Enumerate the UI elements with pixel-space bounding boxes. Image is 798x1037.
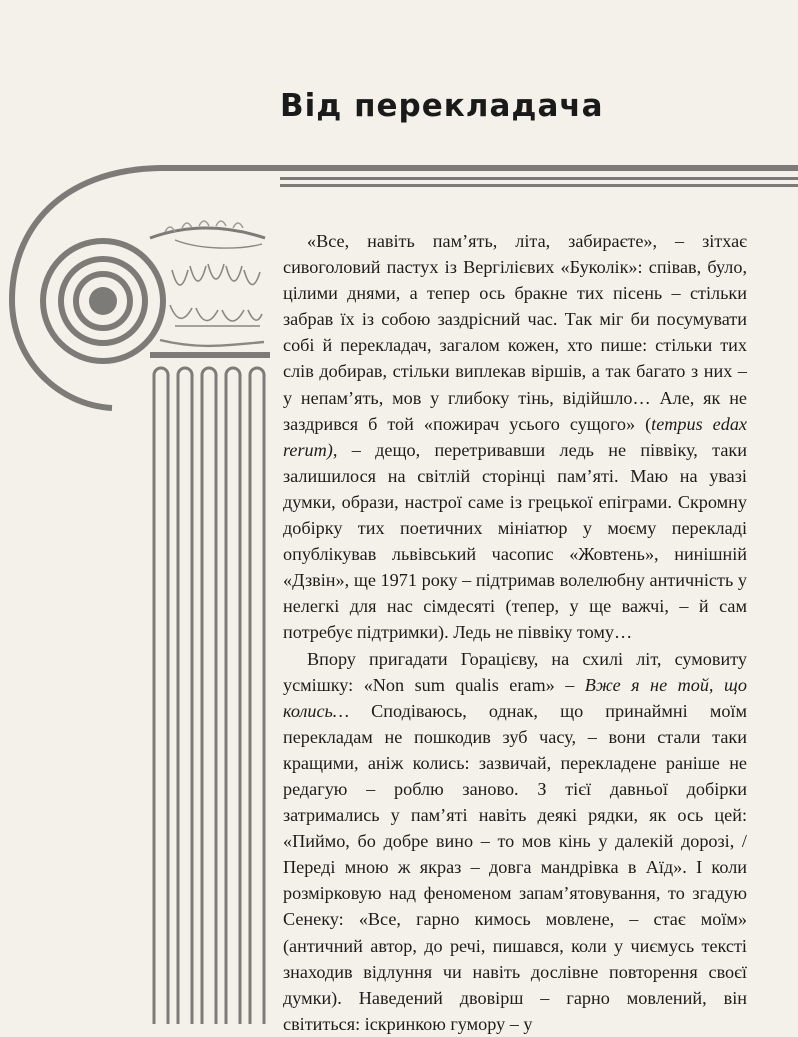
page-title: Від перекладача — [280, 88, 604, 124]
column-necking — [150, 352, 270, 358]
body-text — [283, 228, 747, 1037]
text-run: «Все, навіть пам’ять, літа, забираєте», – зітхає сивоголовий пастух із Вергілієвих «Буколік»: співав, було, цілими днями, а тепер ось бракне тих пісень – стільки забрав їх із собою заздрісний час. Так міг би посумувати собі й перекладач, загалом кожен, хто пише: стільки тих слів добирав, стільки виплекав віршів, а так багато з них – у непам’ять, мов у глибоку тінь, відійшло… Але, як не заздрився б той «пожирач усього сущого» ( — [283, 231, 747, 434]
volute-eye — [89, 287, 117, 315]
volute-outer-scroll — [12, 168, 160, 408]
paragraph — [283, 228, 747, 646]
column-shaft-flutes — [154, 368, 264, 1024]
italic-text: Вже я не той, що колись… — [283, 674, 747, 721]
entablature-rules — [160, 165, 798, 187]
paragraph — [283, 646, 747, 1037]
egg-and-dart-band — [160, 264, 264, 346]
text-run: Сподіваюсь, однак, що принаймні моїм перекладам не пошкодив зуб часу, – вони стали таки кращими, аніж колись: зазвичай, перекладене раніше не редагую – роблю заново. З тієї давньої добірки затримались у пам’яті навіть деякі рядки, як ось цей: «Пиймо, бо добре вино – то мов кінь у далекій дорозі, / Переді мною ж якраз – довга мандрівка в Аїд». І коли розмірковую над феноменом запам’ятовування, то згадую Сенеку: «Все, гарно кимось мовлене, – стає моїм» (античний автор, до речі, пишався, коли у чиємусь тексті знаходив відлуння чи навіть дослівне повторення своєї думки). Наведений двовірш – гарно мовлений, він світиться: іскринкою гумору – у — [283, 700, 747, 1034]
text-run: Впору пригадати Горацієву, на схилі літ, сумовиту усмішку: «Non sum qualis eram» – — [283, 648, 747, 695]
text-run: , – дещо, перетривавши ледь не піввіку, таки залишилося на світлій сторінці пам’яті. Маю на увазі думки, образи, настрої саме із грецької епіграми. Скромну добірку тих поетичних мініатюр у моєму перекладі опублікував львівський часопис «Жовтень», нинішній «Дзвін», ще 1971 року – підтримав волелюбну античність у нелегкі для нас сімдесяті (тепер, у ще важчі, – й сам потребує підтримки). Ледь не піввіку тому… — [283, 439, 747, 643]
italic-text: tempus edax rerum) — [283, 413, 748, 460]
